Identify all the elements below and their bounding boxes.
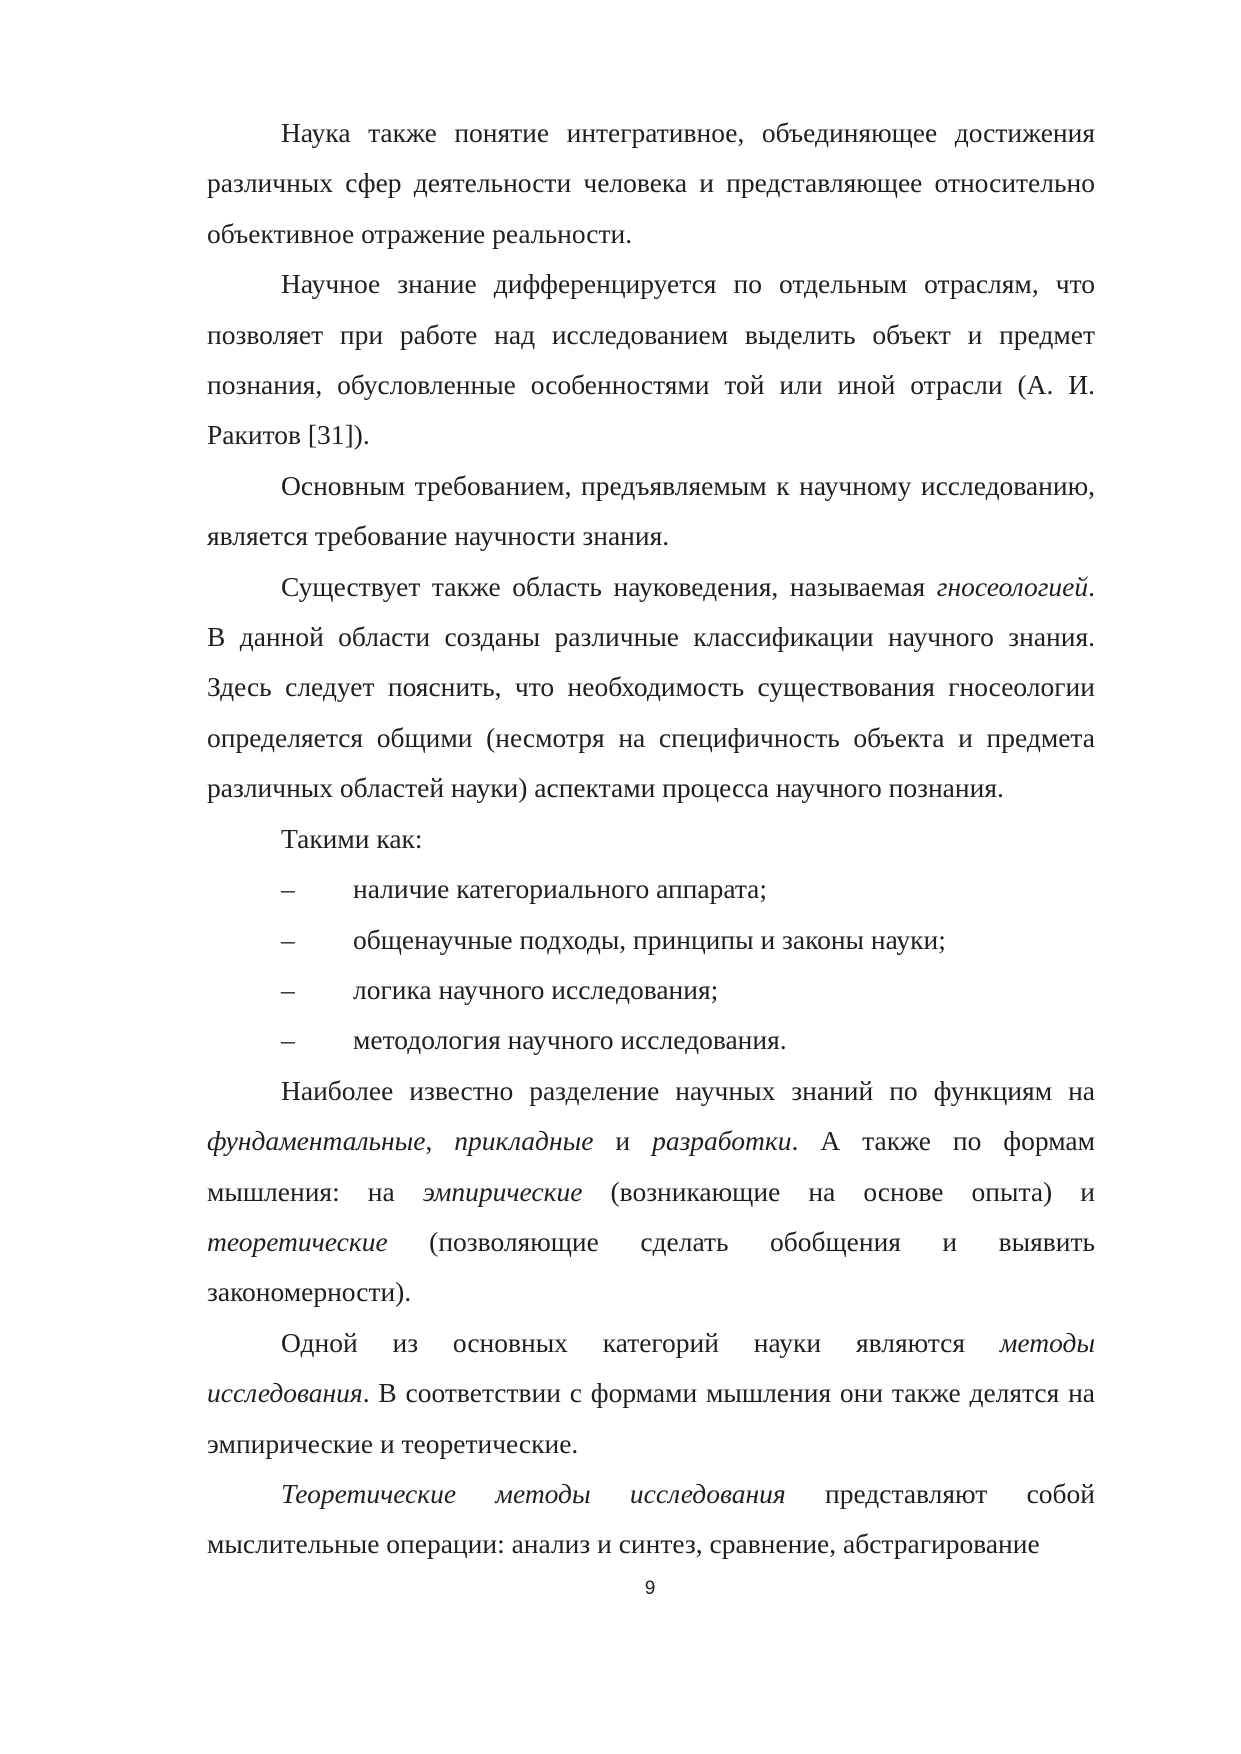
italic-term-theoretical-methods: Теоретические методы исследования: [281, 1477, 786, 1509]
paragraph-text: ,: [425, 1125, 433, 1157]
list-item-text: общенаучные подходы, принципы и законы науки;: [353, 923, 946, 955]
paragraph-main-requirement: [207, 461, 1095, 562]
aspects-list: [207, 864, 1095, 1066]
paragraph-text: (позволяющие сделать обобщения и выявить закономерности).: [207, 1225, 1096, 1308]
paragraph-text: Основным требованием, предъявляемым к научному исследованию, является требование научности знания.: [207, 469, 1095, 552]
list-item: [207, 864, 1095, 914]
italic-term-research-methods: методы исследования: [207, 1326, 1095, 1409]
list-item: [207, 915, 1095, 965]
document-page: [207, 108, 1095, 1570]
paragraph-such-as: [207, 814, 1095, 864]
italic-term-empirical: эмпирические: [422, 1175, 583, 1207]
list-item: [207, 965, 1095, 1015]
dash-bullet: –: [281, 1024, 295, 1056]
paragraph-theoretical-methods: [207, 1469, 1095, 1570]
paragraph-gnoseology: [207, 562, 1095, 814]
list-item-text: методология научного исследования.: [353, 1024, 787, 1056]
list-item-text: наличие категориального аппарата;: [353, 873, 768, 905]
paragraph-text: . В соответствии с формами мышления они также делятся на эмпирические и теоретические.: [207, 1377, 1095, 1459]
paragraph-text: Научное знание дифференцируется по отдельным отраслям, что позволяет при работе над исследованием выделить объект и предмет познания, обусловленные особенностями той или иной отрасли (А. И. Ракитов [31]).: [207, 268, 1095, 451]
italic-term-gnoseology: гносеологией: [936, 570, 1089, 602]
dash-bullet: –: [281, 923, 295, 955]
paragraph-text: Наиболее известно разделение научных знаний по функциям на: [281, 1074, 1095, 1106]
paragraph-knowledge-functions: [207, 1066, 1095, 1318]
paragraph-science-integrative: [207, 108, 1095, 259]
list-item-text: логика научного исследования;: [353, 973, 719, 1005]
italic-term-developments: разработки: [652, 1125, 792, 1157]
paragraph-research-methods: [207, 1318, 1095, 1469]
paragraph-text: . А также по формам мышления: на: [207, 1125, 1096, 1207]
paragraph-text: Наука также понятие интегративное, объединяющее достижения различных сфер деятельности человека и представляющее относительно объективное отражение реальности.: [207, 117, 1095, 249]
paragraph-text: (возникающие на основе опыта) и: [610, 1175, 1096, 1207]
italic-term-theoretical: теоретические: [207, 1225, 388, 1257]
italic-term-fundamental: фундаментальные: [207, 1125, 426, 1157]
page-number: 9: [644, 1578, 656, 1599]
list-item: [207, 1015, 1095, 1065]
paragraph-text: Одной из основных категорий науки являются: [281, 1326, 965, 1358]
paragraph-text: . В данной области созданы различные классификации научного знания. Здесь следует пояснить, что необходимость существования гносеологии определяется общими (несмотря на специфичность объекта и предмета различных областей науки) аспектами процесса научного познания.: [207, 570, 1096, 804]
paragraph-text: представляют собой мыслительные операции: анализ и синтез, сравнение, абстрагирование: [207, 1477, 1095, 1560]
paragraph-differentiation: [207, 259, 1095, 461]
paragraph-text: Такими как:: [281, 822, 423, 854]
italic-term-applied: прикладные: [454, 1125, 594, 1157]
dash-bullet: –: [281, 873, 295, 905]
dash-bullet: –: [281, 973, 295, 1005]
paragraph-text: Существует также область науковедения, называемая: [281, 570, 926, 602]
paragraph-text: и: [615, 1125, 631, 1157]
